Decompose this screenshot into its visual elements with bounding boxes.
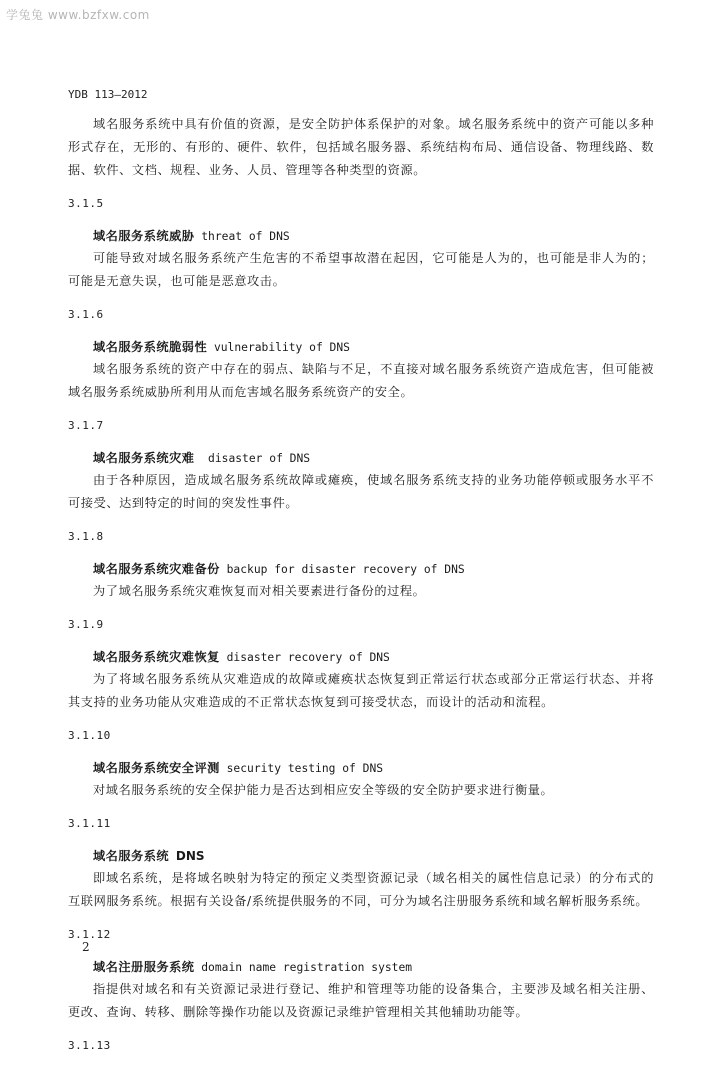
term-title xyxy=(68,846,654,867)
clause-number: 3.1.8 xyxy=(68,530,104,543)
term-title-en: threat of DNS xyxy=(201,230,290,243)
term-entry xyxy=(68,307,654,404)
clause-number: 3.1.13 xyxy=(68,1039,111,1052)
term-title-zh: 域名服务系统灾难恢复 xyxy=(93,650,220,664)
term-definition: 由于各种原因，造成域名服务系统故障或瘫痪，使域名服务系统支持的业务功能停顿或服务水平不可接受、达到特定的时间的突发性事件。 xyxy=(68,473,654,510)
clause-number: 3.1.6 xyxy=(68,308,104,321)
term-title-zh: 域名服务系统灾难 xyxy=(93,451,195,465)
page-number: 2 xyxy=(82,940,90,954)
term-title-en: security testing of DNS xyxy=(226,762,384,775)
term-title-zh: 域名服务系统安全评测 xyxy=(93,761,220,775)
term-entry xyxy=(68,816,654,913)
term-title xyxy=(68,559,654,580)
term-definition: 为了域名服务系统灾难恢复而对相关要素进行备份的过程。 xyxy=(93,584,426,598)
clause-number: 3.1.12 xyxy=(68,928,111,941)
term-title xyxy=(68,337,654,358)
document-code: YDB 113—2012 xyxy=(68,88,148,101)
term-title-zh: 域名注册服务系统 xyxy=(93,960,195,974)
term-definition: 对域名服务系统的安全保护能力是否达到相应安全等级的安全防护要求进行衡量。 xyxy=(93,783,554,797)
term-entry xyxy=(68,529,654,603)
clause-number: 3.1.7 xyxy=(68,419,104,432)
term-title-en: backup for disaster recovery of DNS xyxy=(226,563,465,576)
clause-number: 3.1.5 xyxy=(68,197,104,210)
term-entry xyxy=(68,418,654,515)
term-definition: 可能导致对域名服务系统产生危害的不希望事故潜在起因，它可能是人为的，也可能是非人为的；可能是无意失误，也可能是恶意攻击。 xyxy=(68,251,654,288)
term-definition: 域名服务系统的资产中存在的弱点、缺陷与不足，不直接对域名服务系统资产造成危害，但可能被域名服务系统威胁所利用从而危害域名服务系统资产的安全。 xyxy=(68,362,654,399)
clause-number: 3.1.9 xyxy=(68,618,104,631)
term-title-zh: 域名服务系统灾难备份 xyxy=(93,562,220,576)
term-entry xyxy=(68,617,654,714)
term-title xyxy=(68,758,654,779)
intro-paragraph: 域名服务系统中具有价值的资源，是安全防护体系保护的对象。域名服务系统中的资产可能以多种形式存在，无形的、有形的、硬件、软件，包括域名服务器、系统结构布局、通信设备、物理线路、数据、软件、文档、规程、业务、人员、管理等各种类型的资源。 xyxy=(68,117,654,177)
term-title-zh: 域名服务系统脆弱性 xyxy=(93,340,208,354)
term-title-en: vulnerability of DNS xyxy=(213,341,350,354)
term-entry xyxy=(68,927,654,1024)
term-title xyxy=(68,647,654,668)
term-title-en: DNS xyxy=(175,849,205,863)
term-entry xyxy=(68,196,654,293)
term-title xyxy=(68,448,654,469)
term-title-en: domain name registration system xyxy=(201,961,413,974)
clause-number: 3.1.10 xyxy=(68,729,111,742)
term-title-zh: 域名服务系统 xyxy=(93,849,170,863)
clause-number: 3.1.11 xyxy=(68,817,111,830)
term-definition: 指提供对域名和有关资源记录进行登记、维护和管理等功能的设备集合，主要涉及域名相关注册、更改、查询、转移、删除等操作功能以及资源记录维护管理相关其他辅助功能等。 xyxy=(68,982,654,1019)
term-entry xyxy=(68,728,654,802)
term-title-en: disaster recovery of DNS xyxy=(226,651,390,664)
term-definition: 为了将域名服务系统从灾难造成的故障或瘫痪状态恢复到正常运行状态或部分正常运行状态、并将其支持的业务功能从灾难造成的不正常状态恢复到可接受状态，而设计的活动和流程。 xyxy=(68,672,654,709)
term-title-en: disaster of DNS xyxy=(201,452,311,465)
term-title-zh: 域名服务系统威胁 xyxy=(93,229,195,243)
document-body xyxy=(68,113,654,1068)
term-title xyxy=(68,226,654,247)
term-definition: 即域名系统，是将域名映射为特定的预定义类型资源记录（域名相关的属性信息记录）的分布式的互联网服务系统。根据有关设备/系统提供服务的不同，可分为域名注册服务系统和域名解析服务系统。 xyxy=(68,871,654,908)
term-title xyxy=(68,957,654,978)
watermark: 学兔兔 www.bzfxw.com xyxy=(6,8,150,22)
